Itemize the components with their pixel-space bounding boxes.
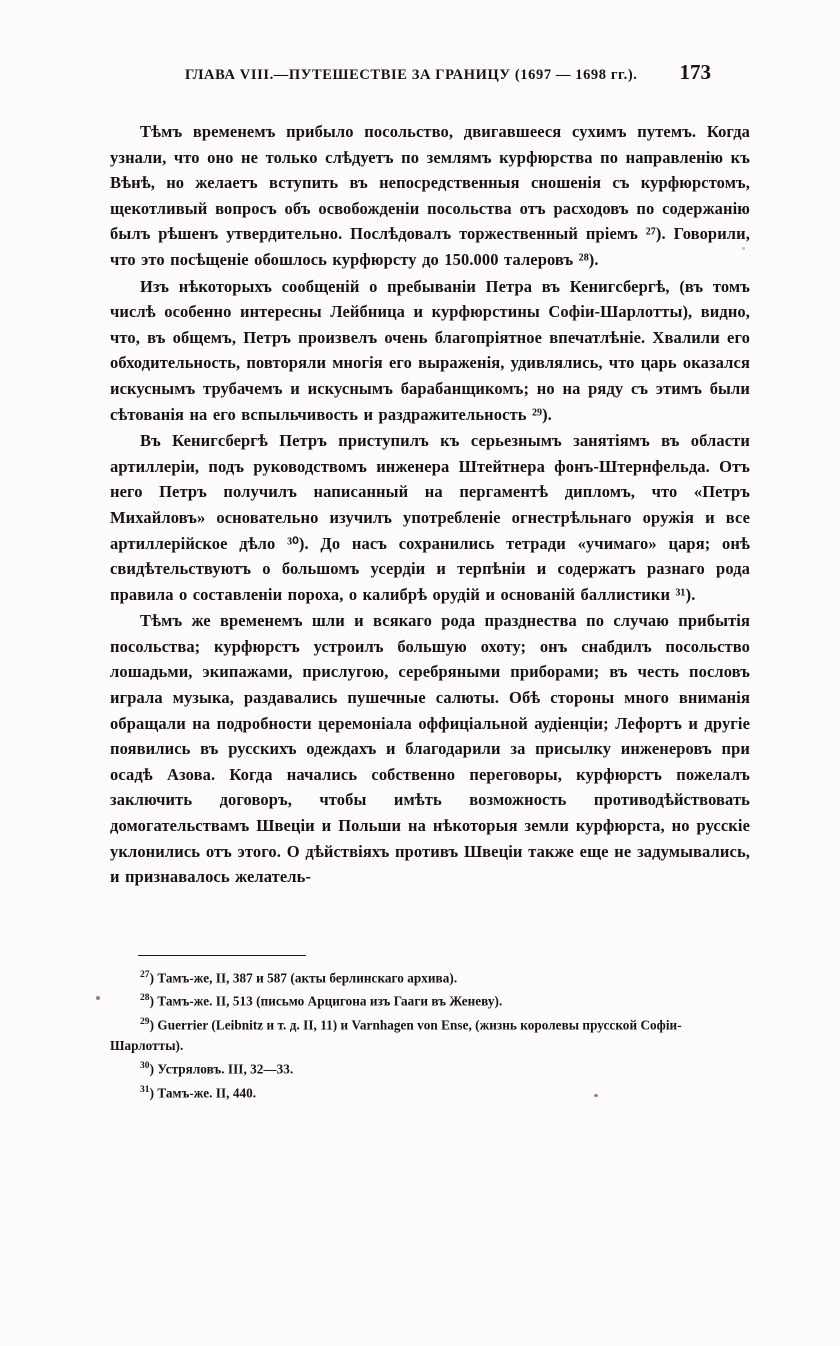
footnote-item	[110, 1012, 750, 1056]
footnote-text: ) Устряловъ. III, 32—33.	[149, 1061, 294, 1077]
paper-speck	[742, 247, 745, 250]
footnote-number: 29	[140, 1016, 150, 1027]
paper-speck	[96, 996, 100, 1000]
footnote-item	[110, 988, 750, 1011]
paragraph: Тѣмъ временемъ прибыло посольство, двигавшееся сухимъ путемъ. Когда узнали, что оно не только слѣдуетъ по землямъ курфюрства по направленію къ Вѣнѣ, но желаетъ вступить въ непосредственныя сношенія съ курфюрстомъ, щекотливый вопросъ объ освобожденіи посольства отъ расходовъ по содержанію былъ рѣшенъ утвердительно. Послѣдовалъ торжественный пріемъ ²⁷). Говорили, что это посѣщеніе обошлось курфюрсту до 150.000 талеровъ ²⁸).	[110, 122, 750, 269]
footnote-text: ) Тамъ-же. II, 440.	[149, 1084, 257, 1100]
paper-speck	[594, 1094, 598, 1097]
page-content	[110, 60, 750, 890]
page-number: 173	[679, 60, 711, 84]
footnote-number: 27	[140, 970, 150, 980]
running-head-title: ГЛАВА VIII.—ПУТЕШЕСТВІЕ ЗА ГРАНИЦУ (1697 — 1698 гг.).	[185, 67, 638, 83]
footnote-number: 28	[140, 993, 150, 1004]
paragraph: Тѣмъ же временемъ шли и всякаго рода празднества по случаю прибытія посольства; курфюрстъ устроилъ большую охоту; онъ снабдилъ посольство лошадьми, экипажами, прислугою, серебряными приборами; въ честь пословъ играла музыка, раздавались пушечные салюты. Обѣ стороны много вниманія обращали на подробности церемоніала оффиціальной аудіенціи; Лефортъ и другіе появились въ русскихъ одеждахъ и благодарили за присылку инженеровъ при осадѣ Азова. Когда начались собственно переговоры, курфюрстъ пожелалъ заключить договоръ, чтобы имѣть возможность противодѣйствовать домогательствамъ Швеціи и Польши на нѣкоторыя земли курфюрста, но русскіе уклонились отъ этого. О дѣйствіяхъ противъ Швеціи также еще не задумывались, и признавалось желатель-	[110, 611, 750, 887]
footnote-item	[110, 965, 750, 988]
footnote-number: 30	[140, 1061, 150, 1072]
footnotes-block	[110, 955, 750, 1103]
paragraph: Въ Кенигсбергѣ Петръ приступилъ къ серьезнымъ занятіямъ въ области артиллеріи, подъ руководствомъ инженера Штейтнера фонъ-Штернфельда. Отъ него Петръ получилъ написанный на пергаментѣ дипломъ, что «Петръ Михайловъ» основательно изучилъ употребленіе огнестрѣльнаго оружія и все артиллерійское дѣло ³⁰). До насъ сохранились тетради «учимаго» царя; онѣ свидѣтельствуютъ о большомъ усердіи и терпѣніи и содержатъ разнаго рода правила о составленіи пороха, о калибрѣ орудій и основаній баллистики ³¹).	[110, 431, 750, 604]
footnote-text: ) Тамъ-же, II, 387 и 587 (акты берлинскаго архива).	[149, 970, 458, 986]
footnote-text: ) Тамъ-же. II, 513 (письмо Арцигона изъ Гааги въ Женеву).	[149, 993, 503, 1009]
footnote-separator-rule	[138, 955, 306, 956]
paragraph: Изъ нѣкоторыхъ сообщеній о пребываніи Петра въ Кенигсбергѣ, (въ томъ числѣ особенно интересны Лейбница и курфюрстины Софіи-Шарлотты), видно, что, въ общемъ, Петръ произвелъ очень благопріятное впечатлѣніе. Хвалили его обходительность, повторяли многія его выраженія, удивлялись, что царь оказался искуснымъ трубачемъ и искуснымъ барабанщикомъ; но на ряду съ этимъ были сѣтованія на его вспыльчивость и раздражительность ²⁹).	[110, 276, 750, 424]
running-head	[110, 60, 750, 85]
footnote-item	[110, 1080, 750, 1103]
footnote-item	[110, 1056, 750, 1079]
footnote-text: ) Guerrier (Leibnitz и т. д. II, 11) и Varnhagen von Ense, (жизнь королевы прусской Софіи-Шарлотты).	[110, 1017, 682, 1054]
footnote-number: 31	[140, 1084, 150, 1095]
